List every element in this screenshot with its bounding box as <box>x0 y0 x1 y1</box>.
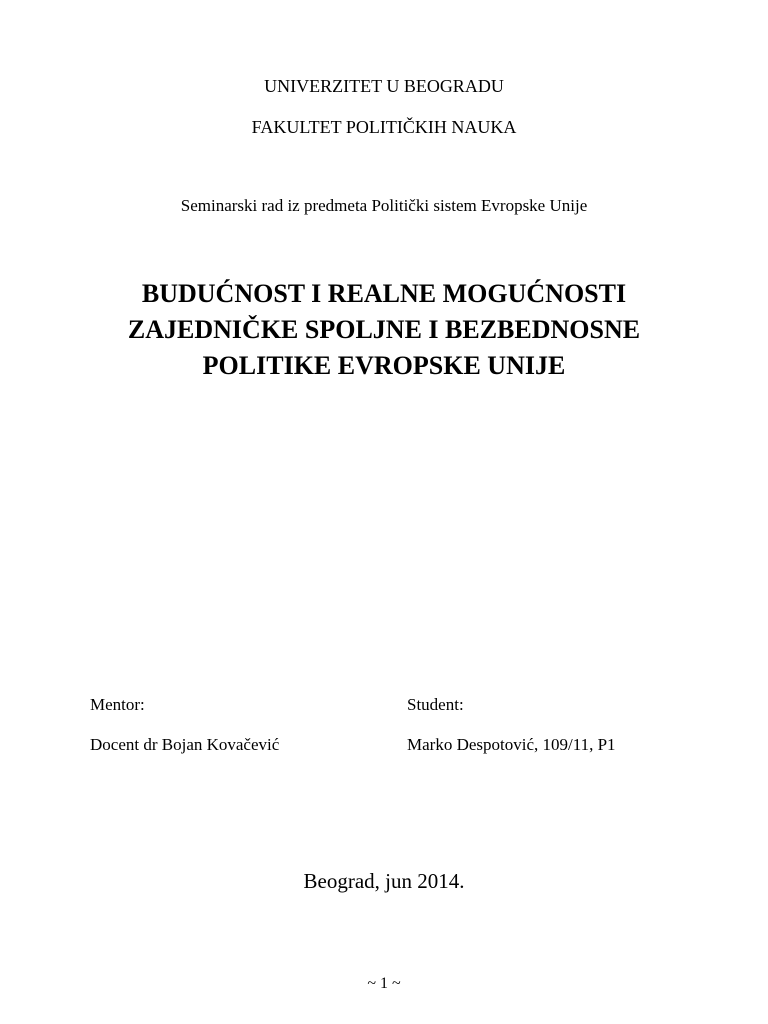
seminar-subtitle: Seminarski rad iz predmeta Politički sistem Evropske Unije <box>180 196 588 215</box>
page-number: ~ 1 ~ <box>367 975 401 992</box>
title-line-2: ZAJEDNIČKE SPOLJNE I BEZBEDNOSNE <box>127 315 641 344</box>
university-name: UNIVERZITET U BEOGRADU <box>264 76 504 96</box>
place-date: Beograd, jun 2014. <box>303 869 465 893</box>
mentor-name: Docent dr Bojan Kovačević <box>90 735 280 754</box>
title-line-3: POLITIKE EVROPSKE UNIJE <box>202 351 566 380</box>
mentor-label: Mentor: <box>90 695 145 714</box>
title-line-1: BUDUĆNOST I REALNE MOGUĆNOSTI <box>141 279 627 308</box>
student-name: Marko Despotović, 109/11, P1 <box>407 735 616 754</box>
student-label: Student: <box>407 695 464 714</box>
faculty-name: FAKULTET POLITIČKIH NAUKA <box>251 117 517 137</box>
document-title <box>0 276 768 384</box>
